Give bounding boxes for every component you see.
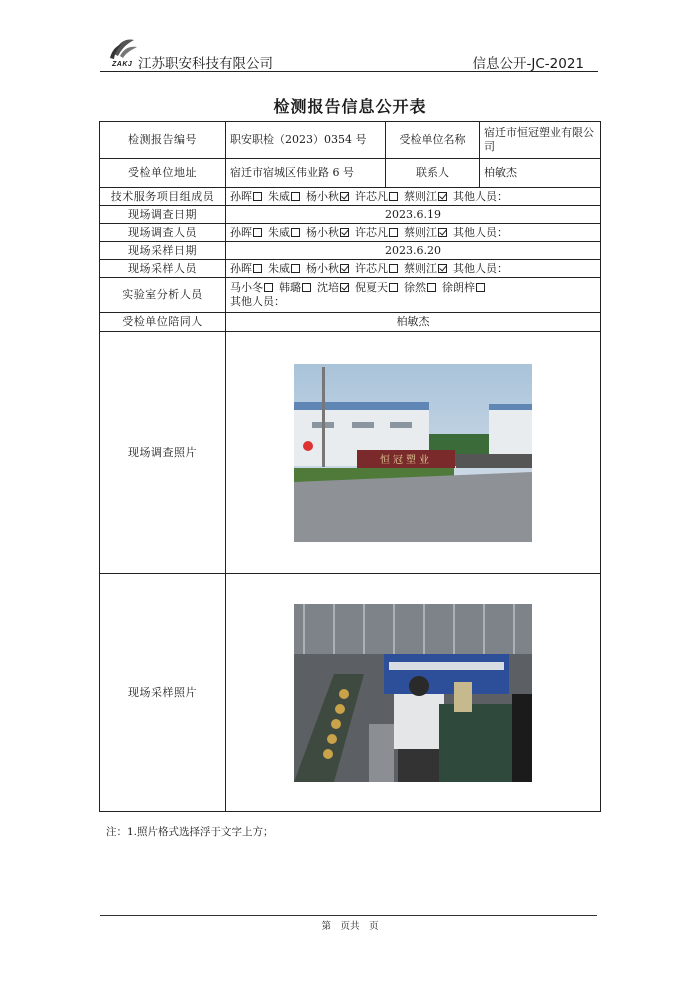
unit-name-label: 受检单位名称 — [386, 122, 480, 159]
checkbox-icon — [253, 192, 262, 201]
table-row — [100, 188, 601, 206]
table-row — [100, 224, 601, 242]
checkbox-icon — [253, 264, 262, 273]
person-entry — [317, 281, 353, 294]
table-row — [100, 122, 601, 159]
lab-staff-cell — [226, 278, 601, 313]
contact-label: 联系人 — [386, 159, 480, 188]
table-row — [100, 278, 601, 313]
survey-photo-cell — [226, 332, 601, 574]
sampling-date-label: 现场采样日期 — [100, 242, 226, 260]
table-row — [100, 206, 601, 224]
person-entry — [268, 190, 304, 203]
person-name: 蔡则江 — [404, 225, 437, 239]
footer-divider — [100, 915, 597, 916]
person-entry — [230, 226, 266, 239]
page-number: 第 页共 页 — [321, 921, 379, 932]
person-name: 其他人员： — [453, 225, 508, 239]
person-name: 杨小秋 — [306, 225, 339, 239]
checkbox-icon — [389, 228, 398, 237]
person-name: 倪夏天 — [355, 281, 388, 294]
person-name: 蔡则江 — [404, 261, 437, 275]
photo-sign-text: 恒冠塑业 — [380, 454, 432, 466]
person-name: 蔡则江 — [404, 189, 437, 203]
table-row — [100, 159, 601, 188]
lab-staff-list — [230, 281, 596, 295]
escort-value: 柏敏杰 — [226, 313, 601, 332]
table-row — [100, 242, 601, 260]
person-name: 徐朗梓 — [442, 281, 475, 294]
checked-checkbox-icon — [438, 228, 447, 237]
lab-staff-label: 实验室分析人员 — [100, 278, 226, 313]
person-entry — [230, 281, 277, 294]
person-name: 韩璐 — [279, 281, 301, 294]
person-entry — [355, 281, 402, 294]
person-name: 许芯凡 — [355, 189, 388, 203]
person-entry — [404, 226, 451, 239]
document-code: 信息公开-JC-2021 — [472, 56, 584, 72]
escort-label: 受检单位陪同人 — [100, 313, 226, 332]
person-name: 其他人员： — [453, 261, 508, 275]
checked-checkbox-icon — [340, 228, 349, 237]
person-entry — [230, 262, 266, 275]
person-entry — [355, 190, 402, 203]
checked-checkbox-icon — [438, 192, 447, 201]
sampling-photo — [294, 604, 532, 782]
footnote: 注：1.照片格式选择浮于文字上方； — [106, 826, 274, 838]
survey-staff-label: 现场调查人员 — [100, 224, 226, 242]
sampling-staff-label: 现场采样人员 — [100, 260, 226, 278]
person-name: 许芯凡 — [355, 261, 388, 275]
person-name: 沈培 — [317, 281, 339, 294]
sampling-date-value: 2023.6.20 — [226, 242, 601, 260]
survey-photo-label: 现场调查照片 — [100, 332, 226, 574]
person-name: 孙晖 — [230, 189, 252, 203]
checkbox-icon — [389, 264, 398, 273]
report-table — [99, 121, 601, 812]
page-title: 检测报告信息公开表 — [273, 97, 427, 116]
person-name: 马小冬 — [230, 281, 263, 294]
report-no-label: 检测报告编号 — [100, 122, 226, 159]
table-row — [100, 332, 601, 574]
person-entry — [355, 262, 402, 275]
person-name: 朱威 — [268, 261, 290, 275]
checkbox-icon — [264, 283, 273, 292]
person-entry — [306, 226, 353, 239]
person-entry — [404, 262, 451, 275]
sampling-staff-list — [226, 260, 601, 278]
table-row — [100, 313, 601, 332]
person-entry — [230, 190, 266, 203]
person-name: 孙晖 — [230, 261, 252, 275]
person-entry — [268, 262, 304, 275]
person-name: 徐然 — [404, 281, 426, 294]
person-entry — [268, 226, 304, 239]
company-name: 江苏职安科技有限公司 — [138, 56, 273, 72]
person-name: 其他人员： — [453, 189, 508, 203]
checked-checkbox-icon — [340, 192, 349, 201]
person-name: 杨小秋 — [306, 261, 339, 275]
table-row — [100, 574, 601, 812]
person-entry — [442, 281, 489, 294]
person-entry — [279, 281, 315, 294]
checkbox-icon — [253, 228, 262, 237]
person-name: 许芯凡 — [355, 225, 388, 239]
checkbox-icon — [302, 283, 311, 292]
checked-checkbox-icon — [340, 264, 349, 273]
checkbox-icon — [427, 283, 436, 292]
survey-date-label: 现场调查日期 — [100, 206, 226, 224]
checkbox-icon — [389, 192, 398, 201]
report-no-value: 职安职检（2023）0354 号 — [226, 122, 386, 159]
address-value: 宿迁市宿城区伟业路 6 号 — [226, 159, 386, 188]
person-entry — [453, 262, 508, 275]
survey-staff-list — [226, 224, 601, 242]
checkbox-icon — [291, 192, 300, 201]
person-name: 朱威 — [268, 225, 290, 239]
checkbox-icon — [389, 283, 398, 292]
person-entry — [306, 262, 353, 275]
person-name: 朱威 — [268, 189, 290, 203]
person-entry — [306, 190, 353, 203]
person-name: 杨小秋 — [306, 189, 339, 203]
tech-team-label: 技术服务项目组成员 — [100, 188, 226, 206]
person-name: 孙晖 — [230, 225, 252, 239]
person-entry — [453, 190, 508, 203]
logo-text: ZAKJ — [112, 61, 133, 68]
person-entry — [404, 190, 451, 203]
checkbox-icon — [291, 264, 300, 273]
person-entry — [355, 226, 402, 239]
tech-team-list — [226, 188, 601, 206]
unit-name-value: 宿迁市恒冠塑业有限公司 — [480, 122, 601, 159]
checkbox-icon — [476, 283, 485, 292]
table-row — [100, 260, 601, 278]
checked-checkbox-icon — [340, 283, 349, 292]
lab-other-label: 其他人员： — [230, 295, 285, 308]
sampling-photo-label: 现场采样照片 — [100, 574, 226, 812]
survey-photo — [294, 364, 532, 542]
checked-checkbox-icon — [438, 264, 447, 273]
survey-date-value: 2023.6.19 — [226, 206, 601, 224]
address-label: 受检单位地址 — [100, 159, 226, 188]
person-entry — [453, 226, 508, 239]
person-entry — [404, 281, 440, 294]
contact-value: 柏敏杰 — [480, 159, 601, 188]
page-header — [100, 34, 598, 72]
checkbox-icon — [291, 228, 300, 237]
sampling-photo-cell — [226, 574, 601, 812]
